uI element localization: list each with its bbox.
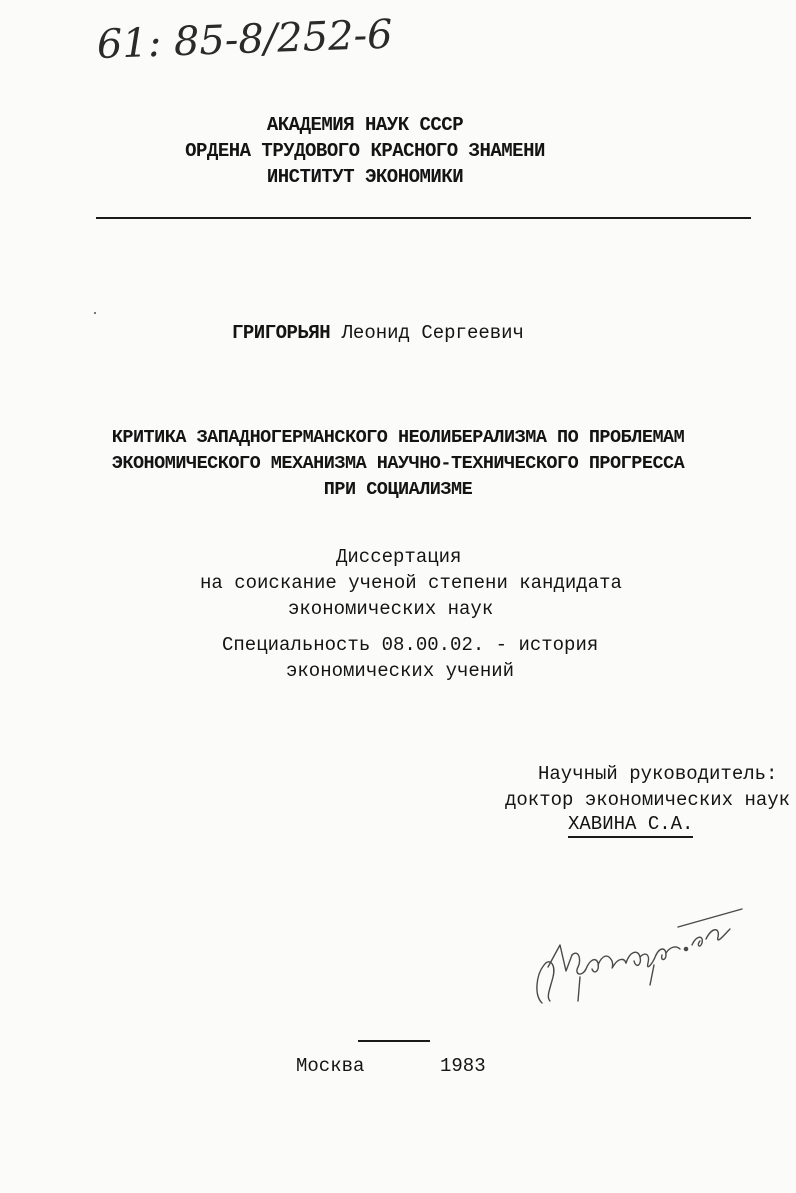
institution-header [0,112,730,190]
footer-year: 1983 [440,1055,486,1077]
author-given-names: Леонид Сергеевич [341,322,524,344]
institution-line-institute: ИНСТИТУТ ЭКОНОМИКИ [266,166,464,188]
field-line: экономических наук [288,598,494,620]
author-name [232,322,524,344]
specialty-line: Специальность 08.00.02. - история [222,634,599,656]
degree-line: на соискание ученой степени кандидата [200,572,622,594]
title-line-1: КРИТИКА ЗАПАДНОГЕРМАНСКОГО НЕОЛИБЕРАЛИЗМА ПО ПРОБЛЕМАМ [111,427,685,448]
title-line-2: ЭКОНОМИЧЕСКОГО МЕХАНИЗМА НАУЧНО-ТЕХНИЧЕСКОГО ПРОГРЕССА [111,453,685,474]
supervisor-name [568,813,693,835]
header-divider [96,217,751,219]
specialty-field-line: экономических учений [286,660,515,682]
supervisor-label: Научный руководитель: [538,763,778,785]
footer-divider [358,1040,430,1042]
institution-line-academy: АКАДЕМИЯ НАУК СССР [266,114,464,136]
margin-speck [94,312,96,314]
author-surname: ГРИГОРЬЯН [232,322,331,344]
title-line-3: ПРИ СОЦИАЛИЗМЕ [323,479,473,500]
institution-line-order: ОРДЕНА ТРУДОВОГО КРАСНОГО ЗНАМЕНИ [185,140,545,162]
supervisor-degree: доктор экономических наук [505,789,791,811]
signature-drawing [520,905,750,1015]
dissertation-label: Диссертация [336,546,462,568]
dissertation-title [0,425,796,503]
supervisor-name-text: ХАВИНА С.А. [568,813,693,838]
archive-handwritten-mark: 61: 85-8/252-6 [96,11,394,68]
footer-city: Москва [296,1055,365,1077]
